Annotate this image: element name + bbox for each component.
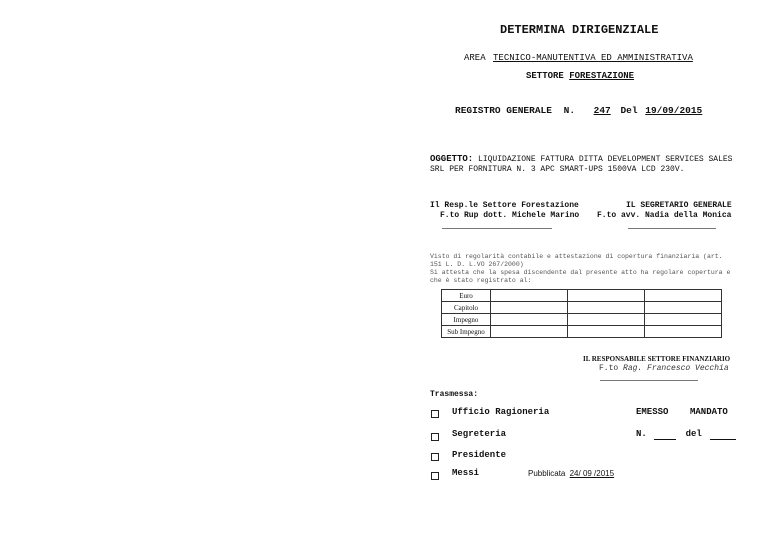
checkbox-presidente[interactable] — [431, 453, 439, 461]
pubblicata-label: Pubblicata — [528, 469, 566, 478]
signature-right-name: F.to avv. Nadia della Monica — [597, 211, 732, 220]
oggetto-line-2: SRL PER FORNITURA N. 3 APC SMART-UPS 1500VA LCD 230V. — [430, 165, 685, 174]
checkbox-ragioneria[interactable] — [431, 410, 439, 418]
table-cell — [568, 290, 645, 302]
table-row-label: Sub Impegno — [442, 326, 491, 338]
finanziario-name-line — [599, 364, 729, 373]
trasmessa-item-messi: Messi — [452, 468, 480, 478]
finanziario-name: Rag. Francesco Vecchia — [623, 364, 729, 373]
mandato-del-label: del — [685, 429, 702, 439]
table-row — [442, 326, 722, 338]
table-cell — [568, 326, 645, 338]
registro-del-label: Del — [620, 105, 638, 116]
oggetto-line-1: LIQUIDAZIONE FATTURA DITTA DEVELOPMENT SERVICES SALES — [478, 155, 733, 164]
registro-date: 19/09/2015 — [645, 105, 703, 116]
table-cell — [645, 326, 722, 338]
trasmessa-item-segreteria: Segreteria — [452, 429, 507, 439]
trasmessa-item-presidente: Presidente — [452, 450, 507, 460]
emesso-label: EMESSO — [636, 407, 669, 417]
mandato-number-blank[interactable] — [654, 429, 676, 440]
area-value: TECNICO-MANUTENTIVA ED AMMINISTRATIVA — [493, 53, 693, 63]
table-cell — [491, 302, 568, 314]
table-row-label: Capitolo — [442, 302, 491, 314]
table-cell — [568, 302, 645, 314]
settore-label: SETTORE — [526, 71, 564, 81]
settore-line — [526, 71, 634, 81]
mandato-number-line — [636, 429, 736, 440]
table-row-label: Impegno — [442, 314, 491, 326]
settore-value: FORESTAZIONE — [569, 71, 635, 81]
registro-n-label: N. — [563, 105, 576, 116]
trasmessa-label: Trasmessa: — [430, 390, 479, 399]
oggetto-block — [430, 154, 732, 175]
trasmessa-item-ragioneria: Ufficio Ragioneria — [452, 407, 550, 417]
document-title: DETERMINA DIRIGENZIALE — [500, 23, 659, 37]
mandato-label: MANDATO — [690, 407, 728, 417]
pubblicata-date: 24/ 09 /2015 — [569, 469, 615, 478]
oggetto-label: OGGETTO: — [430, 154, 474, 164]
regolarita-block — [430, 253, 730, 285]
signature-left-name: F.to Rup dott. Michele Marino — [440, 211, 580, 220]
finanziario-signature-line — [600, 380, 698, 381]
finance-table — [441, 289, 722, 338]
regolarita-line-4: che è stato registrato al: — [430, 277, 532, 284]
finanziario-name-prefix: F.to — [599, 364, 619, 373]
signature-left-line — [442, 228, 552, 229]
mandato-date-blank[interactable] — [710, 429, 736, 440]
table-cell — [645, 290, 722, 302]
area-line — [464, 53, 693, 63]
table-cell — [645, 302, 722, 314]
table-cell — [491, 314, 568, 326]
registro-line — [455, 105, 702, 116]
registro-number: 247 — [593, 105, 611, 116]
table-row — [442, 290, 722, 302]
regolarita-line-2: 151 L. D. L.VO 267/2000) — [430, 261, 524, 268]
table-row — [442, 314, 722, 326]
signature-right-title: IL SEGRETARIO GENERALE — [626, 201, 732, 210]
finanziario-title: IL RESPONSABILE SETTORE FINANZIARIO — [583, 355, 731, 363]
table-row-label: Euro — [442, 290, 491, 302]
pubblicata-line — [528, 469, 614, 478]
regolarita-line-1: Visto di regolarità contabile e attestazione di copertura finanziaria (art. — [430, 253, 723, 260]
table-cell — [491, 290, 568, 302]
area-label: AREA — [464, 53, 486, 63]
checkbox-messi[interactable] — [431, 472, 439, 480]
table-row — [442, 302, 722, 314]
table-cell — [568, 314, 645, 326]
checkbox-segreteria[interactable] — [431, 433, 439, 441]
registro-label: REGISTRO GENERALE — [455, 105, 552, 116]
table-cell — [645, 314, 722, 326]
regolarita-line-3: Si attesta che la spesa discendente dal presente atto ha regolare copertura e — [430, 269, 731, 276]
signature-left-title: Il Resp.le Settore Forestazione — [430, 201, 579, 210]
table-cell — [491, 326, 568, 338]
signature-right-line — [628, 228, 716, 229]
mandato-n-label: N. — [636, 429, 647, 439]
